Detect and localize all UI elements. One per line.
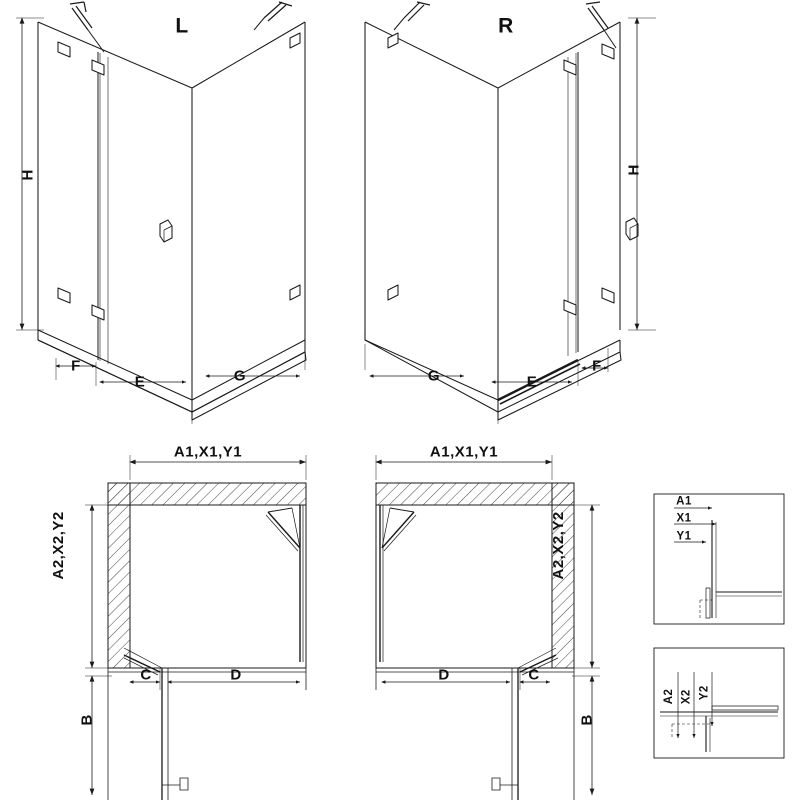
plan-right-door-dim: B (578, 714, 596, 726)
detail-dim-y1: Y1 (676, 530, 692, 543)
detail-dim-y2: Y2 (698, 685, 711, 701)
height-label-right: H (625, 164, 643, 176)
variant-label-left: L (175, 14, 189, 38)
dim-label-g-left: G (233, 367, 247, 385)
isometric-view-left (16, 2, 306, 424)
plan-left-side-dim: A2,X2,Y2 (49, 511, 67, 580)
detail-box-top (654, 494, 784, 624)
detail-dim-x1: X1 (676, 512, 692, 525)
isometric-view-right (365, 2, 656, 424)
plan-view-left (85, 455, 306, 800)
plan-left-top-dim: A1,X1,Y1 (173, 443, 243, 461)
plan-right-side-dim: A2,X2,Y2 (549, 511, 567, 580)
dim-label-g-right: G (427, 367, 441, 385)
plan-left-door-dim: B (78, 714, 96, 726)
height-label-left: H (19, 169, 37, 181)
plan-left-dim-d: D (230, 666, 242, 684)
plan-right-top-dim: A1,X1,Y1 (429, 443, 499, 461)
dim-label-f-right: F (592, 357, 602, 375)
detail-dim-x2: X2 (680, 689, 693, 705)
variant-label-right: R (498, 14, 514, 38)
plan-left-dim-c: C (140, 666, 152, 684)
plan-right-dim-c: C (528, 666, 540, 684)
detail-dim-a1: A1 (676, 495, 692, 508)
detail-dim-a2: A2 (663, 688, 676, 705)
dim-label-e-right: E (526, 373, 538, 391)
dim-label-e-left: E (134, 373, 146, 391)
dim-label-f-left: F (71, 357, 81, 375)
plan-view-right (376, 455, 600, 800)
plan-right-dim-d: D (438, 666, 450, 684)
